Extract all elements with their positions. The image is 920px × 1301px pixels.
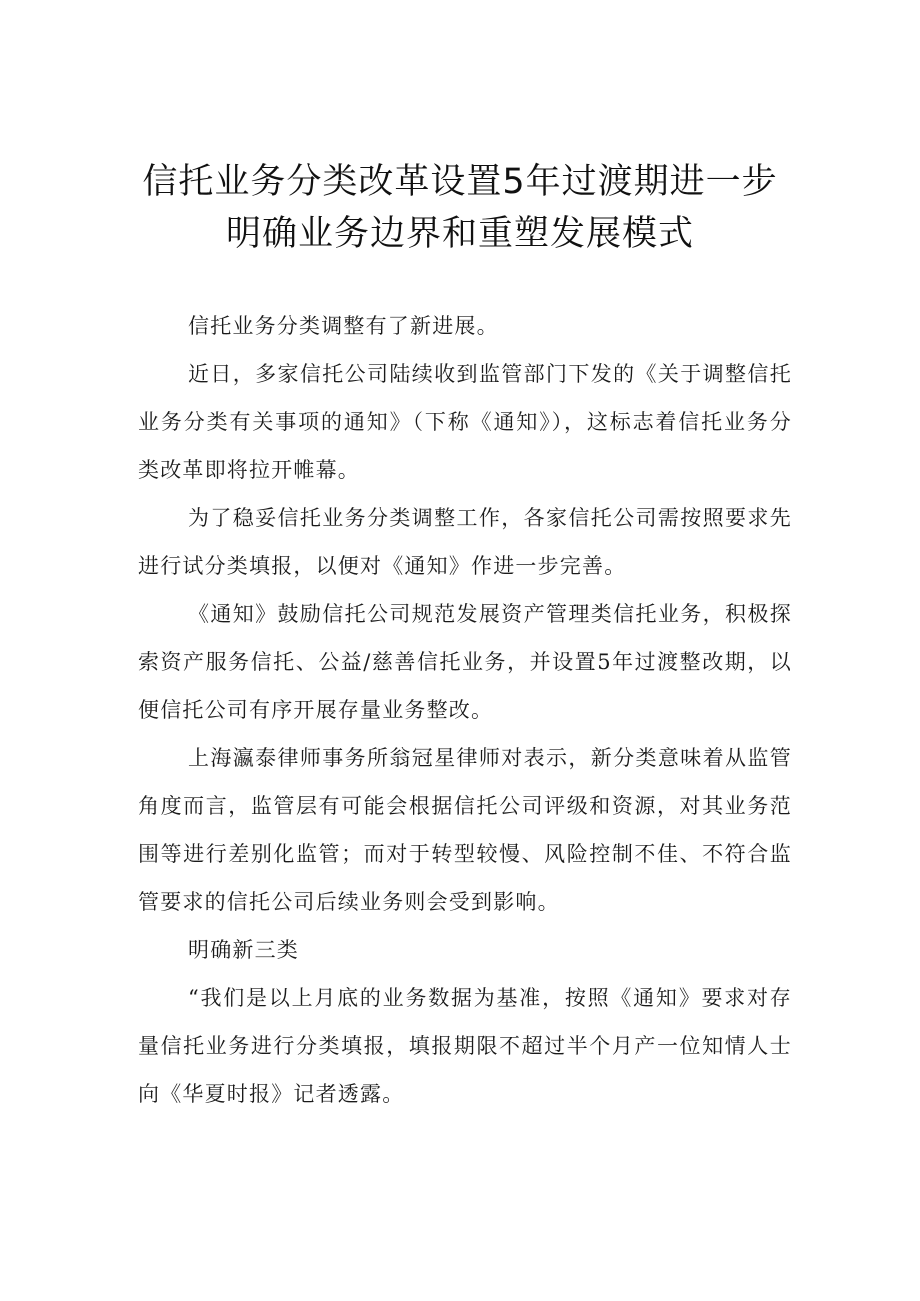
paragraph-notice: 近日，多家信托公司陆续收到监管部门下发的《关于调整信托业务分类有关事项的通知》（下称《通知》），这标志着信托业务分类改革即将拉开帷幕。 xyxy=(138,362,792,482)
section-heading: 明确新三类 xyxy=(188,938,299,962)
document-title-line-2: 明确业务边界和重塑发展模式 xyxy=(225,214,694,254)
document-title-line-1: 信托业务分类改革设置5年过渡期进一步 xyxy=(142,162,778,202)
paragraph-transition-period: 《通知》鼓励信托公司规范发展资产管理类信托业务，积极探索资产服务信托、公益/慈善信托业务，并设置5年过渡整改期，以便信托公司有序开展存量业务整改。 xyxy=(138,602,792,722)
paragraph-intro: 信托业务分类调整有了新进展。 xyxy=(188,314,499,338)
paragraph-trial-filing: 为了稳妥信托业务分类调整工作，各家信托公司需按照要求先进行试分类填报，以便对《通知》作进一步完善。 xyxy=(138,506,792,578)
paragraph-lawyer-comment: 上海瀛泰律师事务所翁冠星律师对表示，新分类意味着从监管角度而言，监管层有可能会根据信托公司评级和资源，对其业务范围等进行差别化监管；而对于转型较慢、风险控制不佳、不符合监管要求的信托公司后续业务则会受到影响。 xyxy=(138,746,792,914)
paragraph-quote: “我们是以上月底的业务数据为基准，按照《通知》要求对存量信托业务进行分类填报，填报期限不超过半个月产一位知情人士向《华夏时报》记者透露。 xyxy=(138,986,792,1106)
